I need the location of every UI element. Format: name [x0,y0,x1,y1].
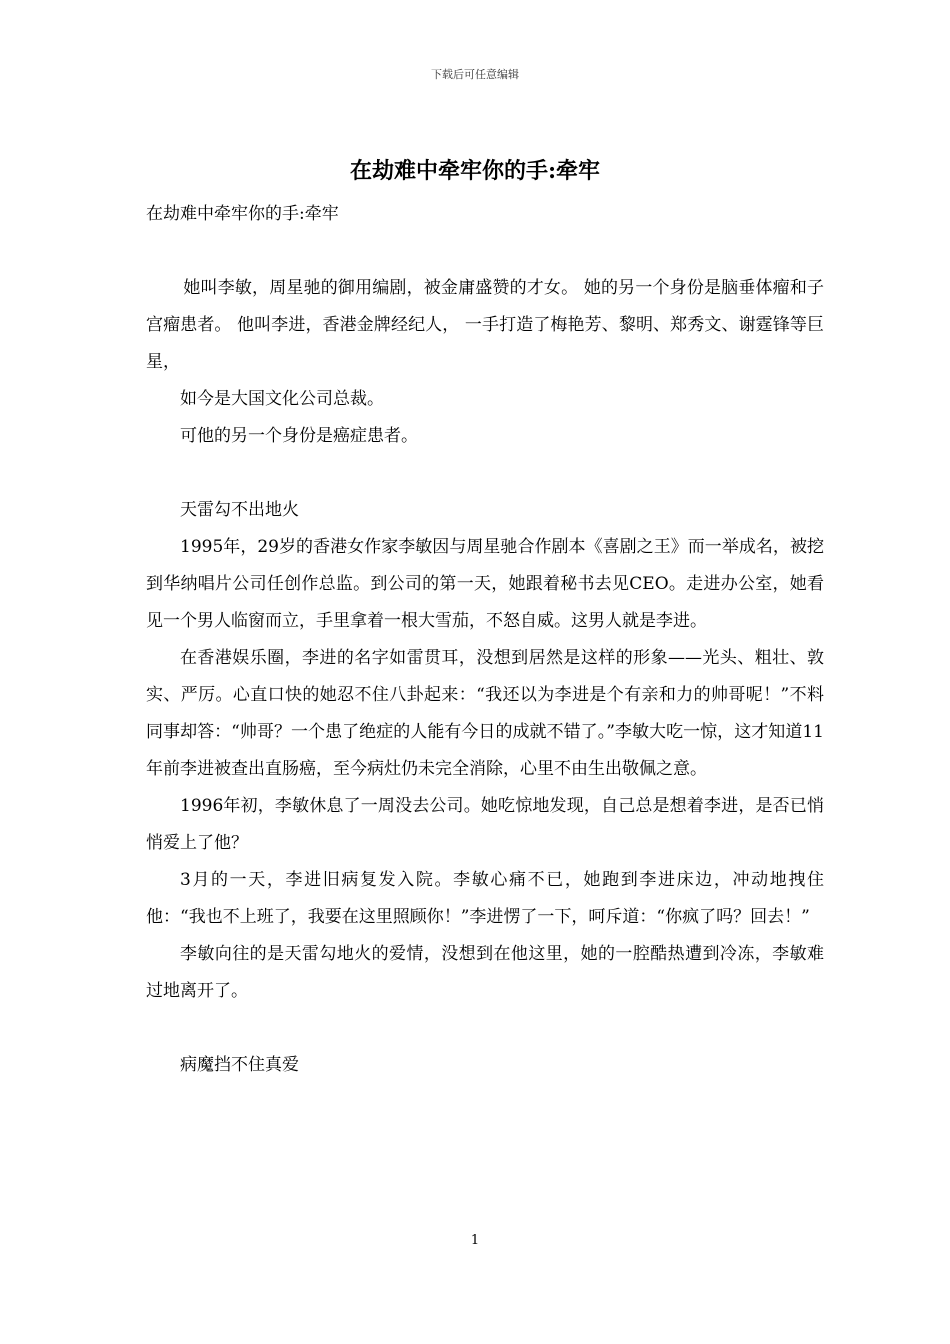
paragraph: 如今是大国文化公司总裁。 [180,389,384,409]
subtitle-line: 在劫难中牵牢你的手:牵牢 [146,204,339,224]
document-body [146,196,824,1084]
header-note: 下载后可任意编辑 [431,68,519,81]
paragraph: 在香港娱乐圈，李进的名字如雷贯耳，没想到居然是这样的形象——光头、粗壮、敦实、严厉。心直口快的她忍不住八卦起来：“我还以为李进是个有亲和力的帅哥呢！”不料同事却答：“帅哥？一个患了绝症的人能有今日的成就不错了。”李敏大吃一惊，这才知道11年前李进被查出直肠癌，至今病灶仍未完全消除，心里不由生出敬佩之意。 [146,648,824,779]
paragraph: 1996年初，李敏休息了一周没去公司。她吃惊地发现，自己总是想着李进，是否已悄悄爱上了他？ [146,796,824,853]
paragraph: 1995年，29岁的香港女作家李敏因与周星驰合作剧本《喜剧之王》而一举成名，被挖到华纳唱片公司任创作总监。到公司的第一天，她跟着秘书去见CEO。走进办公室，她看见一个男人临窗而立，手里拿着一根大雪茄，不怒自威。这男人就是李进。 [146,537,824,631]
section-heading: 病魔挡不住真爱 [180,1055,299,1075]
document-title: 在劫难中牵牢你的手:牵牢 [349,158,601,184]
blank-line [146,233,824,270]
paragraph: 可他的另一个身份是癌症患者。 [180,426,418,446]
page-number: 1 [470,1233,480,1248]
blank-line [146,1010,824,1047]
paragraph: 3月的一天，李进旧病复发入院。李敏心痛不已，她跑到李进床边，冲动地拽住他：“我也不上班了，我要在这里照顾你！”李进愣了一下，呵斥道：“你疯了吗？回去！” [146,870,824,927]
blank-line [146,455,824,492]
intro-paragraph: 她叫李敏，周星驰的御用编剧，被金庸盛赞的才女。 她的另一个身份是脑垂体瘤和子宫瘤患者。 他叫李进，香港金牌经纪人， 一手打造了梅艳芳、黎明、郑秀文、谢霆锋等巨星， [146,278,824,372]
section-heading: 天雷勾不出地火 [180,500,299,520]
paragraph: 李敏向往的是天雷勾地火的爱情，没想到在他这里，她的一腔酷热遭到冷冻，李敏难过地离开了。 [146,944,824,1001]
